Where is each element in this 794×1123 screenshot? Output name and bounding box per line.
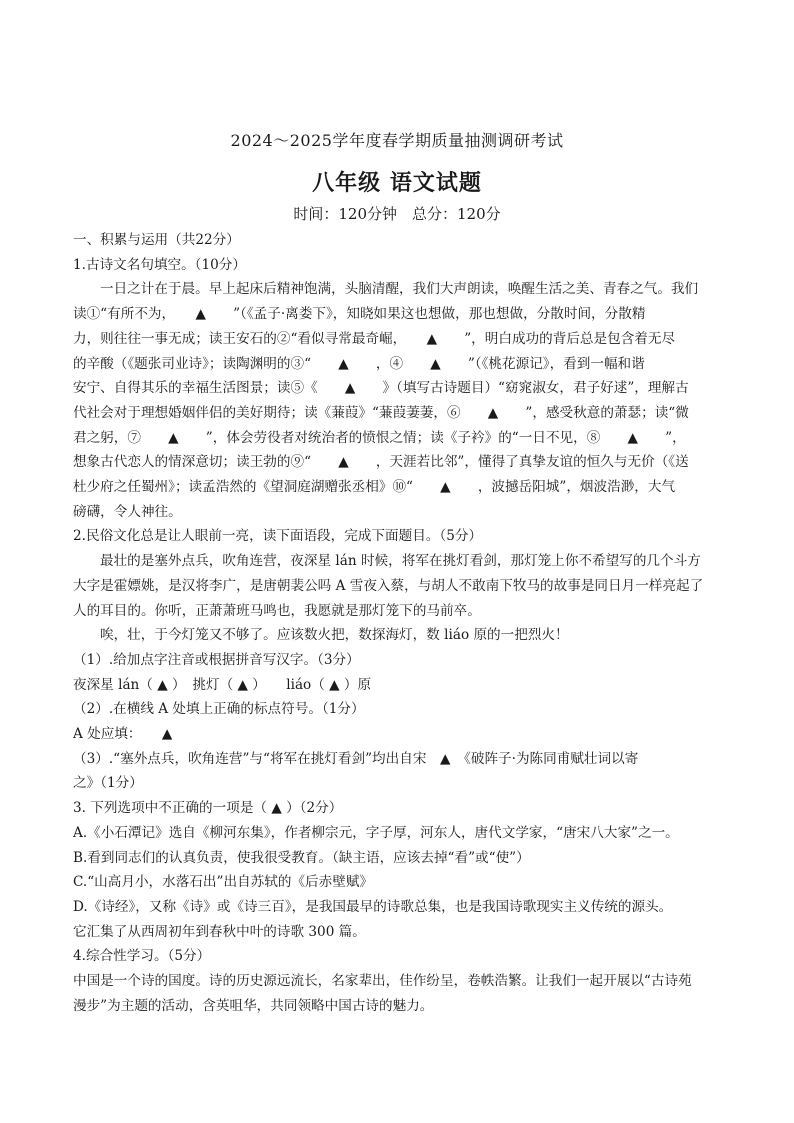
question-1-text: 的辛酸（《题张司业诗》；读陶渊明的③“ ▲ ，④ ▲ ”（《桃花源记》，看到一幅和谐 [73,355,645,372]
question-1-text: 杜少府之任蜀州》；读孟浩然的《望洞庭湖赠张丞相》⑩“ ▲ ，波撼岳阳城”，烟波浩渺，大气 [73,479,676,496]
question-1-text: 代社会对于理想婚姻伴侣的美好期待；读《蒹葭》“蒹葭萋萋，⑥ ▲ ”，感受秋意的萧瑟；读“微 [73,404,689,421]
time-info: 时间：120分钟 总分：120分 [293,205,501,223]
question-1-text: 安宁、自得其乐的幸福生活图景；读⑤《 ▲ 》（填写古诗题目）“窈窕淑女，君子好逑”，理解古 [73,380,689,397]
pinyin-answers: 夜深星 lán（ ▲ ） 挑灯（ ▲ ） liáo（ ▲ ）原 [73,676,372,693]
option-a: A.《小石潭记》选自《柳河东集》，作者柳宗元，字子厚，河东人，唐代文学家，“唐宋八大家”之一。 [73,824,679,841]
question-2-title: 2.民俗文化总是让人眼前一亮，读下面语段，完成下面题目。（5分） [73,528,483,545]
subject-title: 八年级 语文试题 [312,170,482,196]
question-1-text: 一日之计在于晨。早上起床后精神饱满，头脑清醒，我们大声朗读，唤醒生活之美、青春之气。我们 [100,281,699,298]
question-4-text: 漫步”为主题的活动，含英咀华，共同领略中国古诗的魅力。 [73,997,434,1014]
passage-text: 唉，壮，于今灯笼又不够了。应该数火把，数探海灯，数 liáo 原的一把烈火！ [100,627,569,644]
punctuation-answer: A 处应填： ▲ [73,726,200,743]
question-1-text: 力，则往往一事无成；读王安石的②“看似寻常最奇崛， ▲ ”，明白成功的背后总是包含着无尽 [73,330,676,347]
option-b: B.看到同志们的认真负责，使我很受教育。（缺主语，应该去掉“看”或“使”） [73,849,530,866]
question-1-text: 磅礴，令人神往。 [73,503,182,520]
passage-text: 最壮的是塞外点兵，吹角连营，夜深星 lán 时候，将军在挑灯看剑，那灯笼上你不希望写的几个斗方 [100,553,701,570]
passage-text: 大字是霍嫖姚，是汉将李广，是唐朝裴公吗 A 雪夜入蔡，与胡人不敢南下牧马的故事是同日月一样亮起了 [73,577,704,594]
exam-body [73,228,723,1019]
question-4-text: 中国是一个诗的国度。诗的历史源远流长，名家辈出，佳作纷呈，卷帙浩繁。让我们一起开展以“古诗苑 [73,973,692,990]
option-c: C.“山高月小，水落石出”出自苏轼的《后赤壁赋》 [73,874,374,891]
question-1-text: 读①“有所不为， ▲ ”（《孟子·离娄下》，知晓如果这也想做，那也想做，分散时间，分散精 [73,306,646,323]
section-heading: 一、积累与运用（共22分） [73,232,240,248]
question-4-title: 4.综合性学习。（5分） [73,948,211,965]
option-d: 它汇集了从西周初年到春秋中叶的诗歌 300 篇。 [73,923,366,940]
sub-question-2: （2）.在横线 A 处填上正确的标点符号。（1分） [73,701,365,718]
sub-question-3: 之》（1分） [73,775,143,792]
option-d: D.《诗经》，又称《诗》或《诗三百》，是我国最早的诗歌总集，也是我国诗歌现实主义传统的源头。 [73,898,673,915]
question-1-text: 想象古代恋人的情深意切；读王勃的⑨“ ▲ ，天涯若比邻”，懂得了真挚友谊的恒久与无价（《送 [73,454,689,471]
question-1-title: 1.古诗文名句填空。（10分） [73,256,246,273]
sub-question-3: （3）.“塞外点兵，吹角连营”与“将军在挑灯看剑”均出自宋 ▲ 《破阵子·为陈同甫赋壮词以寄 [73,750,639,767]
passage-text: 人的耳目的。你听，正萧萧班马鸣也，我愿就是那灯笼下的马前卒。 [73,602,481,619]
question-1-text: 君之躬，⑦ ▲ ”，体会劳役者对统治者的愤恨之情；读《子衿》的“一日不见，⑧ ▲ ”， [73,429,686,446]
exam-title: 2024～2025学年度春学期质量抽测调研考试 [230,131,564,150]
sub-question-1: （1）.给加点字注音或根据拼音写汉字。（3分） [73,651,360,668]
question-3-title: 3. 下列选项中不正确的一项是（ ▲ ）（2分） [73,800,343,817]
